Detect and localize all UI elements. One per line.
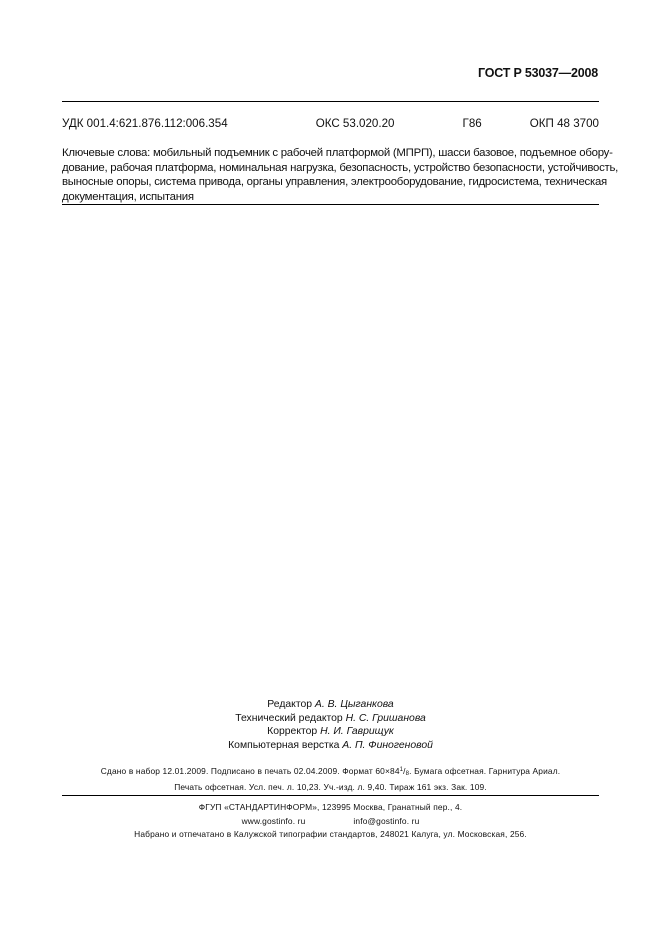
classification-row xyxy=(62,117,599,130)
keywords-block xyxy=(62,146,619,204)
print-info-line-2: Печать офсетная. Усл. печ. л. 10,23. Уч.-изд. л. 9,40. Тираж 161 экз. Зак. 109. xyxy=(174,782,487,792)
print-info xyxy=(62,764,599,794)
publisher-block xyxy=(62,801,599,842)
credit-corrector xyxy=(62,725,599,739)
credit-name: А. В. Цыганкова xyxy=(314,699,394,710)
credit-role: Технический редактор xyxy=(235,712,343,724)
oks-code: ОКС 53.020.20 xyxy=(315,117,395,130)
credits-block xyxy=(62,698,599,752)
publisher-address: ФГУП «СТАНДАРТИНФОРМ», 123995 Москва, Гранатный пер., 4. xyxy=(198,802,463,812)
document-code: ГОСТ Р 53037—2008 xyxy=(478,66,598,80)
publisher-website[interactable]: www.gostinfo. ru xyxy=(241,815,306,826)
credit-role: Компьютерная верстка xyxy=(228,739,340,751)
credit-tech-editor xyxy=(62,712,599,726)
credit-editor xyxy=(62,698,599,712)
top-divider xyxy=(62,101,599,102)
credit-name: Н. С. Гришанова xyxy=(345,712,426,724)
publisher-contacts xyxy=(62,815,599,829)
credit-layout xyxy=(62,739,599,753)
bottom-divider xyxy=(62,795,599,796)
keywords-line: Ключевые слова: мобильный подъемник с рабочей платформой (МПРП), шасси базовое, подъемное обору- xyxy=(62,147,613,159)
keywords-line: документация, испытания xyxy=(62,190,194,203)
publisher-email[interactable]: info@gostinfo. ru xyxy=(353,815,420,826)
keywords-divider xyxy=(62,204,599,205)
group-code: Г86 xyxy=(462,117,482,130)
printer-info: Набрано и отпечатано в Калужской типографии стандартов, 248021 Калуга, ул. Московская, 256. xyxy=(134,829,527,839)
credit-role: Корректор xyxy=(267,726,318,738)
credit-role: Редактор xyxy=(267,699,313,710)
credit-name: А. П. Финогеновой xyxy=(342,739,433,751)
print-info-line-1: Сдано в набор 12.01.2009. Подписано в печать 02.04.2009. Формат $60\times 84^1/_8$. Бумага офсетная. Гарнитура Ариал. xyxy=(100,766,561,777)
udk-code: УДК 001.4:621.876.112:006.354 xyxy=(62,117,228,130)
keywords-line: выносные опоры, система привода, органы управления, электрооборудование, гидросистема, техническая xyxy=(62,176,607,189)
credit-name: Н. И. Гаврищук xyxy=(320,726,394,738)
keywords-line: дование, рабочая платформа, номинальная нагрузка, безопасность, устройство безопасности, устойчивость, xyxy=(62,161,619,174)
okp-code: ОКП 48 3700 xyxy=(529,117,599,130)
